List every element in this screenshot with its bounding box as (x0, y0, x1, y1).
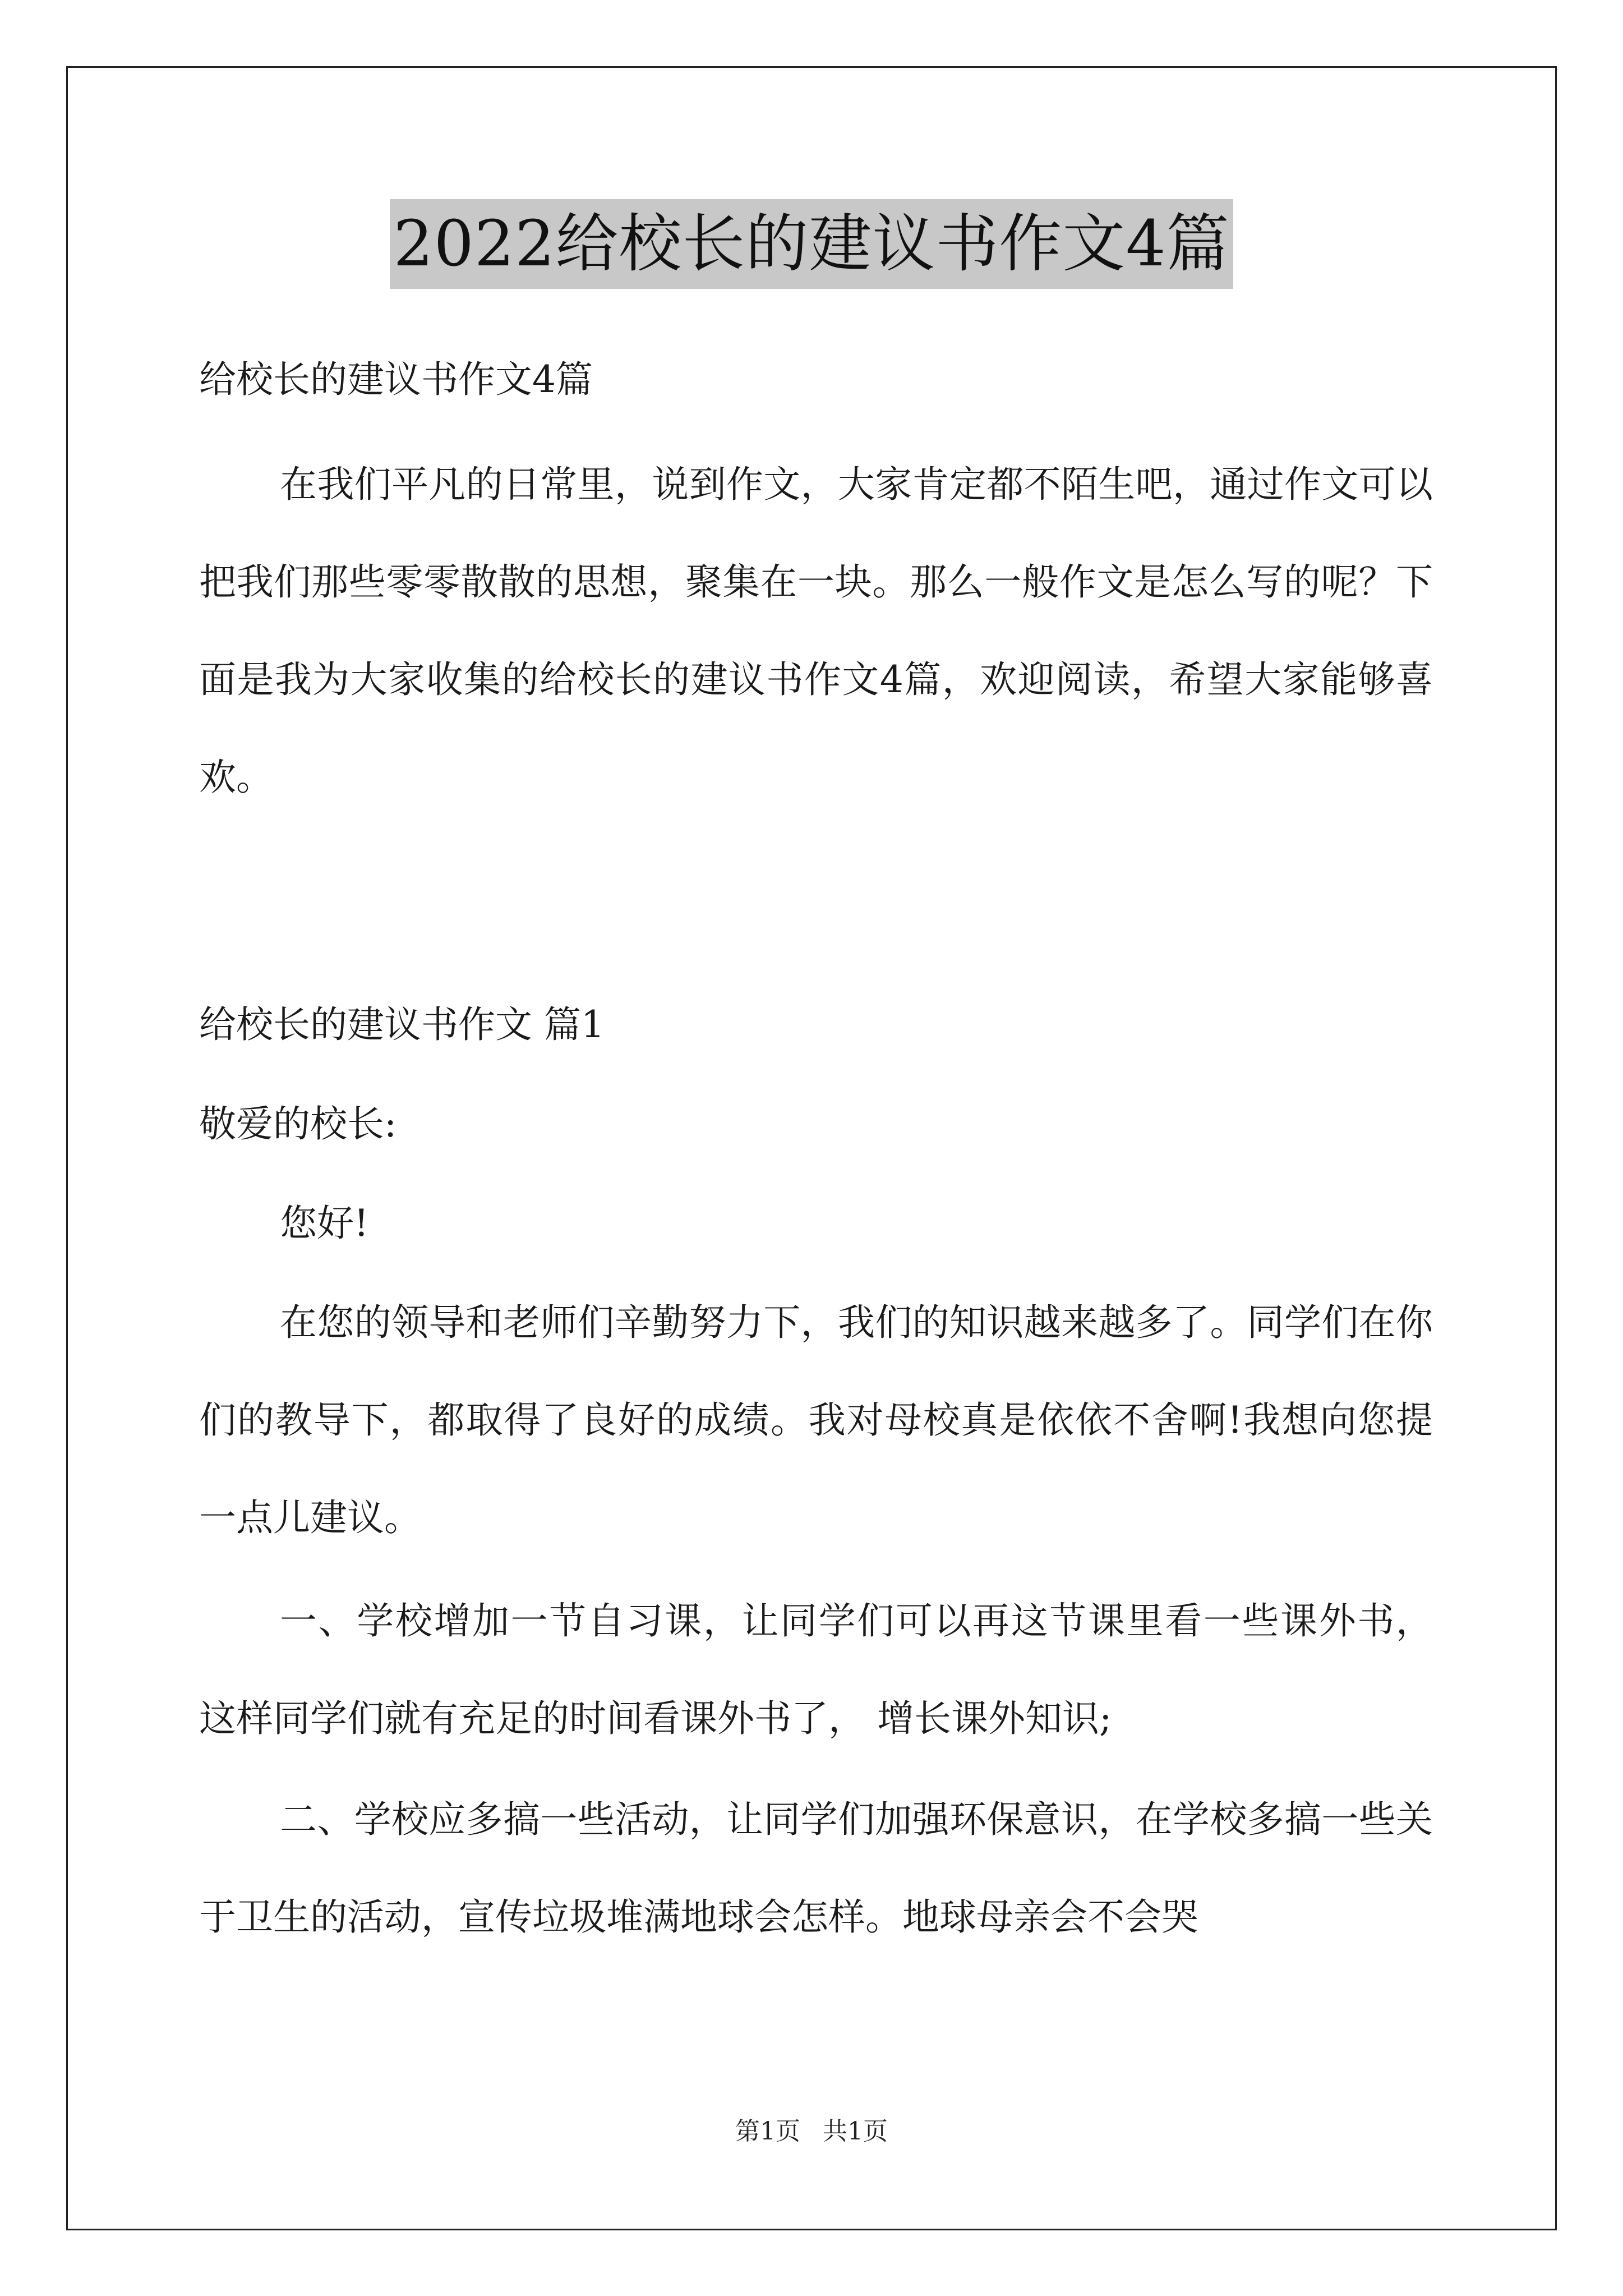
subtitle: 给校长的建议书作文4篇 (199, 358, 593, 401)
title-block (0, 199, 1623, 289)
suggestion-two: 二、学校应多搞一些活动，让同学们加强环保意识，在学校多搞一些关于卫生的活动，宣传垃圾堆满地球会怎样。地球母亲会不会哭 (199, 1798, 1433, 1939)
suggestion-one: 一、学校增加一节自习课，让同学们可以再这节课里看一些课外书， 这样同学们就有充足的时间看课外书了， 增长课外知识; (199, 1599, 1433, 1740)
salutation: 敬爱的校长: (199, 1102, 397, 1145)
page-footer (0, 2115, 1623, 2148)
greeting: 您好! (280, 1202, 369, 1245)
intro-paragraph: 在我们平凡的日常里，说到作文，大家肯定都不陌生吧，通过作文可以把我们那些零零散散的思想，聚集在一块。那么一般作文是怎么写的呢？下面是我为大家收集的给校长的建议书作文4篇，欢迎阅读，希望大家能够喜欢。 (199, 463, 1433, 799)
section-heading: 给校长的建议书作文 篇1 (199, 1003, 605, 1046)
page-total: 共1页 (823, 2117, 888, 2146)
page-number: 第1页 (735, 2117, 800, 2146)
body-paragraph: 在您的领导和老师们辛勤努力下，我们的知识越来越多了。同学们在你们的教导下，都取得了良好的成绩。我对母校真是依依不舍啊!我想向您提一点儿建议。 (199, 1301, 1433, 1539)
document-title: 2022给校长的建议书作文4篇 (390, 199, 1233, 289)
